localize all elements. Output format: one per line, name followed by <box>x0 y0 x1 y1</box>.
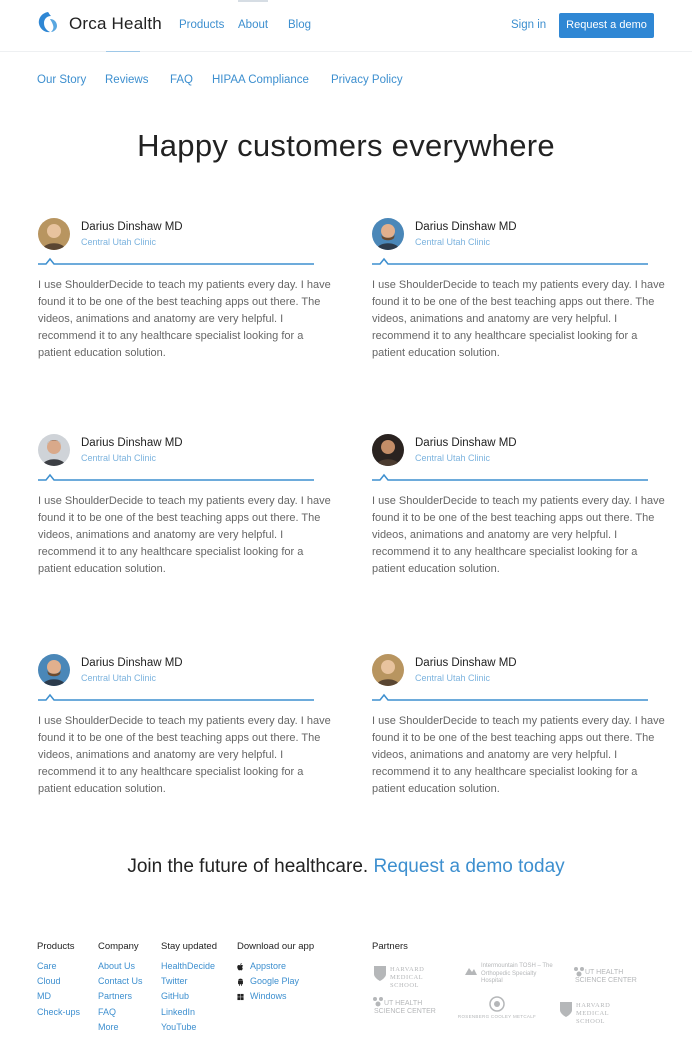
reviewer-name: Darius Dinshaw MD <box>415 437 517 449</box>
windows-icon <box>237 993 244 1001</box>
page-title: Happy customers everywhere <box>137 128 555 163</box>
sign-in-link[interactable]: Sign in <box>511 19 547 31</box>
avatar <box>372 218 404 250</box>
nav-active-indicator <box>238 0 268 2</box>
avatar <box>372 434 404 466</box>
footer-link-linkedin[interactable]: LinkedIn <box>161 1006 196 1017</box>
nav-blog[interactable]: Blog <box>288 19 312 31</box>
footer-link-windows[interactable]: Windows <box>250 991 287 1002</box>
download-windows[interactable] <box>237 989 314 1004</box>
subnav-faq[interactable]: FAQ <box>170 74 194 86</box>
nav-products[interactable]: Products <box>179 19 225 31</box>
download-google-play[interactable] <box>237 974 314 989</box>
footer-link-faq[interactable]: FAQ <box>98 1006 117 1017</box>
nav-about[interactable]: About <box>238 19 269 31</box>
quote-divider <box>372 472 648 484</box>
subnav-hipaa[interactable]: HIPAA Compliance <box>212 74 309 86</box>
testimonial-quote: I use ShoulderDecide to teach my patients every day. I have found it to be one of the best teaching apps out there. The videos, animations and anatomy are very helpful. I recommend it to any healthcare specialist looking for a patient education solution. <box>38 495 331 575</box>
footer-heading: Products <box>37 941 75 952</box>
reviewer-name: Darius Dinshaw MD <box>81 221 183 233</box>
request-demo-button[interactable]: Request a demo <box>559 13 654 38</box>
reviewer-clinic: Central Utah Clinic <box>81 453 157 463</box>
footer-company <box>98 941 143 1035</box>
subnav-active-indicator <box>106 51 140 52</box>
testimonial-quote: I use ShoulderDecide to teach my patients every day. I have found it to be one of the best teaching apps out there. The videos, animations and anatomy are very helpful. I recommend it to any healthcare specialist looking for a patient education solution. <box>38 279 331 359</box>
reviewer-clinic: Central Utah Clinic <box>415 237 491 247</box>
testimonial-quote: I use ShoulderDecide to teach my patients every day. I have found it to be one of the best teaching apps out there. The videos, animations and anatomy are very helpful. I recommend it to any healthcare specialist looking for a patient education solution. <box>372 279 665 359</box>
footer-link-cloud[interactable]: Cloud <box>37 976 61 987</box>
footer-heading: Partners <box>372 941 408 952</box>
footer-heading: Company <box>98 941 139 952</box>
footer-link-github[interactable]: GitHub <box>161 991 190 1002</box>
footer-products <box>37 941 80 1020</box>
cta-request-demo-link[interactable]: Request a demo today <box>373 856 565 877</box>
footer-heading: Download our app <box>237 941 315 952</box>
android-icon <box>237 978 244 986</box>
avatar <box>38 654 70 686</box>
footer-link-more[interactable]: More <box>98 1021 119 1032</box>
subnav-our-story[interactable]: Our Story <box>37 74 87 86</box>
partner-logo-text: HARVARD MEDICAL SCHOOL <box>576 1002 611 1025</box>
reviewer-name: Darius Dinshaw MD <box>81 437 183 449</box>
testimonial-quote: I use ShoulderDecide to teach my patients every day. I have found it to be one of the best teaching apps out there. The videos, animations and anatomy are very helpful. I recommend it to any healthcare specialist looking for a patient education solution. <box>38 715 331 795</box>
reviewer-name: Darius Dinshaw MD <box>415 657 517 669</box>
reviewer-name: Darius Dinshaw MD <box>81 657 183 669</box>
download-appstore[interactable] <box>237 959 314 974</box>
subnav-privacy[interactable]: Privacy Policy <box>331 74 403 86</box>
footer-stay-updated <box>161 941 217 1035</box>
subnav-reviews[interactable]: Reviews <box>105 74 149 86</box>
quote-divider <box>38 256 314 268</box>
quote-divider <box>372 692 648 704</box>
footer-heading: Stay updated <box>161 941 217 952</box>
quote-divider <box>38 692 314 704</box>
reviewer-clinic: Central Utah Clinic <box>81 673 157 683</box>
avatar <box>372 654 404 686</box>
footer-link-twitter[interactable]: Twitter <box>161 976 188 987</box>
avatar <box>38 434 70 466</box>
testimonial-quote: I use ShoulderDecide to teach my patients every day. I have found it to be one of the best teaching apps out there. The videos, animations and anatomy are very helpful. I recommend it to any healthcare specialist looking for a patient education solution. <box>372 495 665 575</box>
footer-link-youtube[interactable]: YouTube <box>161 1021 197 1032</box>
footer-link-appstore[interactable]: Appstore <box>250 961 287 971</box>
footer-link-about-us[interactable]: About Us <box>98 961 136 971</box>
cta-text: Join the future of healthcare. <box>127 856 369 877</box>
reviewer-name: Darius Dinshaw MD <box>415 221 517 233</box>
orca-logo-icon[interactable] <box>36 10 60 36</box>
reviewer-clinic: Central Utah Clinic <box>81 237 157 247</box>
footer-link-checkups[interactable]: Check-ups <box>37 1006 81 1017</box>
partner-logo-text: UT HEALTH SCIENCE CENTER <box>575 969 637 984</box>
site-header <box>0 0 692 52</box>
avatar <box>38 218 70 250</box>
partner-logo-harvard-2 <box>558 1000 630 1025</box>
partner-logo-text: HARVARD MEDICAL SCHOOL <box>390 966 425 989</box>
quote-divider <box>372 256 648 268</box>
brand-name[interactable]: Orca Health <box>69 14 162 33</box>
reviewer-clinic: Central Utah Clinic <box>415 453 491 463</box>
footer-link-partners[interactable]: Partners <box>98 991 133 1002</box>
partner-logo-text: Intermountain TOSH – The Orthopedic Specialty Hospital <box>481 963 553 984</box>
footer-link-contact-us[interactable]: Contact Us <box>98 976 143 987</box>
footer-partners <box>372 941 408 959</box>
partner-logo-text: UT HEALTH SCIENCE CENTER <box>374 1000 436 1015</box>
footer-link-healthdecide[interactable]: HealthDecide <box>161 961 216 971</box>
reviewer-clinic: Central Utah Clinic <box>415 673 491 683</box>
footer-download <box>237 941 314 1005</box>
quote-divider <box>38 472 314 484</box>
footer-link-google-play[interactable]: Google Play <box>250 976 300 987</box>
footer-link-care[interactable]: Care <box>37 961 57 971</box>
testimonial-quote: I use ShoulderDecide to teach my patients every day. I have found it to be one of the best teaching apps out there. The videos, animations and anatomy are very helpful. I recommend it to any healthcare specialist looking for a patient education solution. <box>372 715 665 795</box>
cta-banner <box>0 856 692 878</box>
apple-icon <box>237 963 244 971</box>
footer-link-md[interactable]: MD <box>37 991 51 1002</box>
partner-logo-text: ROSENBERG COOLEY METCALF <box>457 1014 537 1019</box>
partner-logo-harvard <box>372 963 444 989</box>
